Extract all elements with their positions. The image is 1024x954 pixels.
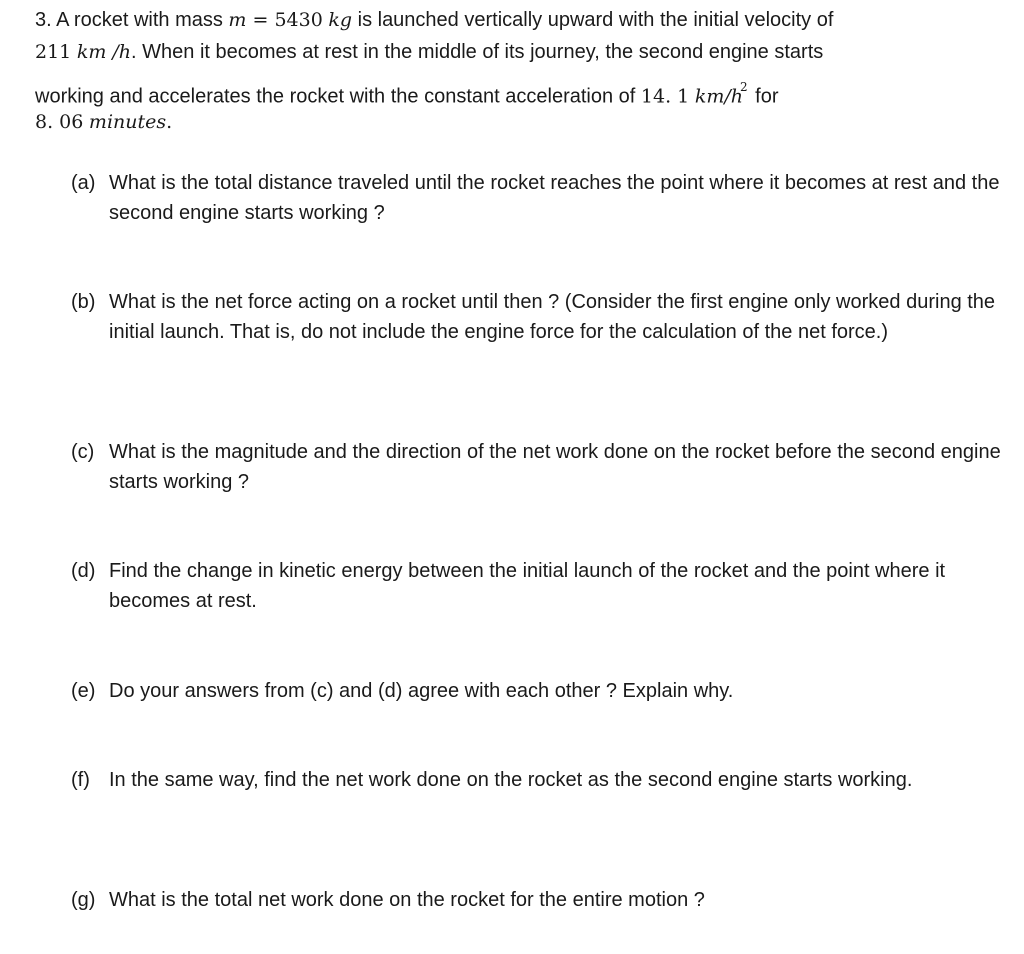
mass-value: 5430	[274, 9, 323, 31]
problem-line-4	[35, 108, 172, 136]
time-period: .	[166, 111, 173, 133]
question-text: Find the change in kinetic energy between the initial launch of the rocket and the point where it becomes at rest.	[109, 560, 946, 612]
time-value: 8. 06	[35, 111, 84, 133]
question-text: What is the total net work done on the rocket for the entire motion ?	[109, 889, 705, 911]
problem-line-1	[35, 6, 833, 34]
question-label: (e)	[71, 680, 96, 702]
time-unit: minutes	[88, 111, 167, 133]
question-label: (g)	[71, 889, 96, 911]
line1-prefix: A rocket with mass	[56, 9, 229, 31]
question-label: (c)	[71, 441, 95, 463]
question-text: What is the magnitude and the direction of the net work done on the rocket before the second engine starts working ?	[109, 441, 1001, 493]
equals-sign: =	[246, 9, 275, 31]
problem-number: 3.	[35, 9, 52, 31]
question-label: (a)	[71, 172, 96, 194]
velocity-value: 211	[35, 41, 72, 63]
problem-line-2	[35, 38, 823, 66]
line3-prefix: working and accelerates the rocket with the constant acceleration of	[35, 85, 641, 108]
question-text: What is the net force acting on a rocket until then ? (Consider the first engine only worked during the initial launch. That is, do not include the engine force for the calculation of the net force.)	[109, 291, 996, 343]
question-text: What is the total distance traveled until the rocket reaches the point where it becomes at rest and the second engine starts working ?	[109, 172, 1000, 224]
velocity-unit: km /h	[76, 41, 132, 63]
accel-exponent: 2	[739, 80, 748, 94]
accel-value: 14. 1	[640, 85, 690, 108]
line3-suffix: for	[749, 85, 779, 108]
accel-unit: km/h	[694, 85, 743, 108]
question-text: In the same way, find the net work done on the rocket as the second engine starts working.	[109, 769, 913, 791]
problem-line-3	[35, 77, 779, 111]
question-label: (f)	[71, 769, 90, 791]
question-text: Do your answers from (c) and (d) agree with each other ? Explain why.	[109, 680, 734, 702]
question-label: (b)	[71, 291, 96, 313]
mass-unit: kg	[328, 9, 353, 31]
question-label: (d)	[71, 560, 96, 582]
mass-variable: m	[228, 9, 247, 31]
line1-suffix: is launched vertically upward with the initial velocity of	[352, 9, 834, 31]
line2-suffix: . When it becomes at rest in the middle of its journey, the second engine starts	[131, 41, 824, 63]
